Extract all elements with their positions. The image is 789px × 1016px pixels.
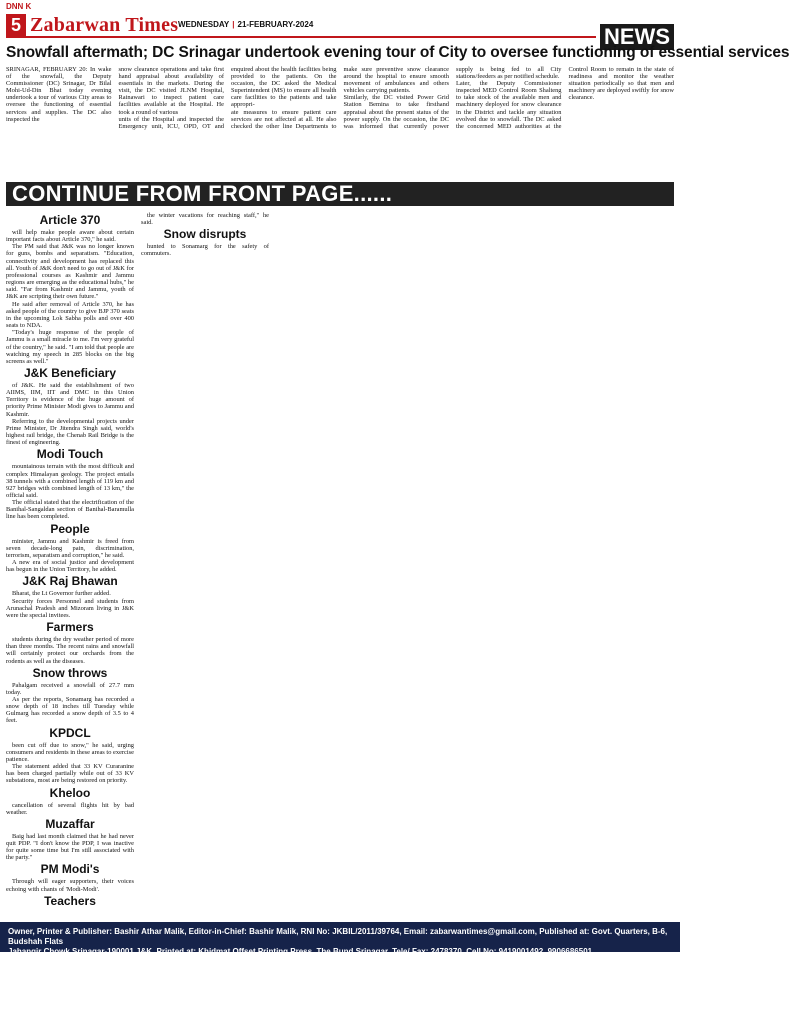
article-heading: Modi Touch [36,447,104,462]
article-heading: Snow throws [32,665,108,680]
article-paragraph: the winter vacations for reaching staff," he said. [141,212,269,227]
article-paragraph: A new era of social justice and development has begun in the Union Territory, he added. [6,559,134,574]
date: 21-FEBRUARY-2024 [237,20,314,29]
article-paragraph: minister, Jammu and Kashmir is freed from seven decade-long pain, discrimination, terrorism, separatism and corruption," he said. [6,537,134,559]
article-heading: Muzaffar [45,816,95,831]
section-label: NEWS [600,24,674,50]
article-heading: J&K Beneficiary [23,365,117,380]
article-paragraph: Pahalgam received a snowfall of 27.7 mm today. [6,681,134,696]
article-paragraph: The official stated that the electrification of the Banihal-Sangaldan section of Banihal-Baramulla line has been completed. [6,499,134,521]
lead-paragraph: ate measures to ensure patient care services are not affected at all. He also checked the other line Departments to make sure preventive snow clearance around the hospital to ensure smooth movement of ambulances and others vehicles carrying patients. [231,66,449,130]
article-paragraph: cancellation of several flights hit by bad weather. [6,801,134,816]
imprint-line-2: Jahangir Chowk Srinagar-190001 J&K, Printed at: Khidmat Offset Printing Press, The Bund Srinagar, Tele/ Fax: 2478370, Cell No: 9419001492, 9906686501 [8,947,593,956]
article-heading: People [50,521,90,536]
lead-paragraph: units of the Hospital and inspected the Emergency unit, ICU, OPD, OT and enquired about the health facilities being provided to the patients. On the occasion, the DC asked the Medical Superintendent (MS) to ensure all health care facilities to the patients and take appropri- [118,66,337,130]
article-paragraph: been cut off due to snow," he said, urging consumers and residents in these areas to exercise patience. [6,741,134,763]
article-paragraph: The PM said that J&K was no longer known for guns, bombs and separatism. "Education, connectivity and development has replaced this all. Youth of J&K don't need to go out of J&K for professional courses as Kashmir and Jammu regions are emerging as the educational hubs," he said. "Far from Kashmir and Jammu, youth of J&K are scripting their own future." [6,243,134,301]
article-paragraph: Bharat, the Lt Governor further added. [12,590,111,598]
article-heading: Farmers [46,620,94,635]
continued-articles [6,212,674,919]
article-paragraph: Referring to the developmental projects under Prime Minister, Dr Jitendra Singh said, world's highest rail bridge, the Chenab Rail Bridge is the finest of engineering. [6,417,134,447]
lead-paragraph: snow clearance operations and take first hand appraisal about availability of essentials in the markets. During the visit, the DC visited JLNM Hospital, Rainawari to inspect patient care facilities available at the Hospital. He took a round of various [118,66,224,116]
article-heading: KPDCL [49,725,91,740]
lead-story [6,66,674,176]
paper-name: Zabarwan Times [30,14,179,36]
article-paragraph: He said after removal of Article 370, he has asked people of the country to give BJP 370 seats in the upcoming Lok Sabha polls and over 400 seats to NDA. [6,300,134,330]
article-paragraph: "Today's huge response of the people of Jammu is a small miracle to me. I'm very grateful of the country," he said. "I am told that people are watching my speech in 285 blocks on the big screens as well." [6,329,134,365]
article-heading: Snow disrupts [163,227,247,242]
imprint-footer [0,922,680,956]
article-paragraph: Baig had last month claimed that he had never quit PDP. "I don't know the PDP, I was inactive for quite some time but I'm still associated with the party." [6,832,134,862]
article-heading: Article 370 [39,213,101,227]
article-paragraph: Through will eager supporters, their voices echoing with chants of 'Modi-Modi'. [6,878,134,893]
article-paragraph: hunted to Sonamarg for the safety of commuters. [141,243,269,258]
page-number: 5 [6,14,26,36]
day: WEDNESDAY [178,20,230,29]
article-heading: Kheloo [49,785,91,800]
dateline [178,20,313,29]
imprint-line-1: Owner, Printer & Publisher: Bashir Athar Malik, Editor-in-Chief: Bashir Malik, RNI No: JKBIL/2011/39764, Email: zabarwantimes@gmail.com, Published at: Govt. Quarters, B-6, Budshah Flats [8,927,668,946]
article-paragraph: of J&K. He said the establishment of two AIIMS, IIM, IIT and DMC in this Union Territory is evidence of the huge amount of priority Prime Minister Modi gives to Jammu and Kashmir. [6,381,134,418]
continue-banner: CONTINUE FROM FRONT PAGE...... [6,182,674,206]
article-paragraph: Security forces Personnel and students from Arunachal Pradesh and Mizoram living in J&K were the special invitees. [6,597,134,619]
article-paragraph: The statement added that 33 KV Curaranine has been charged partially while out of 33 KV substations, most are being restored on priority. [6,763,134,785]
article-paragraph: mountainous terrain with the most difficult and complex Himalayan geology. The project entails 38 tunnels with a combined length of 119 km and 927 bridges with combined length of 13 km," the official said. [6,463,134,499]
publisher-logo: DNN K [6,2,32,11]
article-paragraph: As per the reports, Sonamarg has recorded a snow depth of 18 inches till Tuesday while Gulmarg has recorded a snow depth of 3.5 to 4 feet. [6,695,134,725]
lead-paragraph: SRINAGAR, FEBRUARY 20: In wake of the snowfall, the Deputy Commissioner (DC) Srinagar, Dr Bilal Mohi-Ud-Din Bhat today evening undertook a tour of various City areas to oversee the functioning of essential services and supplies. The DC also inspected the [6,66,112,123]
article-heading: Teachers [44,893,96,908]
lead-paragraph: Similarly, the DC visited Power Grid Station Bemina to take firsthand appraisal about the present status of the power supply. On the occasion, the DC was informed that currently power supply is being fed to all City stations/feeders as per notified schedule. [343,66,562,130]
masthead [0,0,680,49]
article-heading: J&K Raj Bhawan [22,574,118,589]
lead-paragraph: Later, the Deputy Commissioner inspected MED Control Room Shalteng to take stock of the available men and machinery deployed for snow clearance in the District and tackle any situation evolved due to snowfall. The DC asked the concerned MED authorities at the Control Room to remain in the state of readiness and monitor the weather situation periodically so that men and machinery are deployed swiftly for snow clearance. [456,66,674,130]
article-paragraph: students during the dry weather period of more than three months. The recent rains and snowfall will certainly protect our orchards from the rodents as well as the diseases. [6,636,134,665]
article-heading: PM Modi's [40,862,100,877]
dateline-separator: | [232,20,235,29]
masthead-rule [6,36,596,38]
article-paragraph: will help make people aware about certain important facts about Article 370," he said. [6,229,134,244]
lead-headline: Snowfall aftermath; DC Srinagar undertook evening tour of City to oversee functioning of essential services [6,44,789,61]
